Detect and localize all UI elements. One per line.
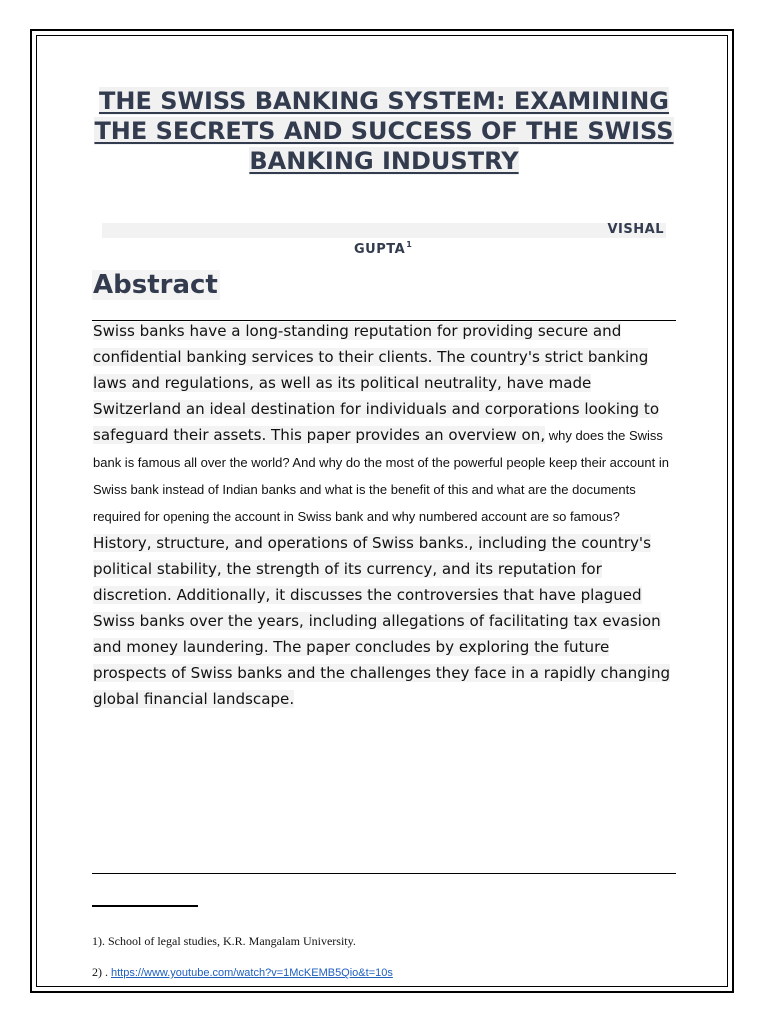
- abstract-body: [93, 318, 683, 712]
- paper-title-text: THE SWISS BANKING SYSTEM: EXAMINING THE SECRETS AND SUCCESS OF THE SWISS BANKING INDUSTRY: [94, 87, 674, 175]
- footer-divider: [92, 873, 676, 874]
- footnote-separator: [92, 905, 198, 907]
- author-last-name-text: GUPTA: [354, 242, 406, 257]
- author-last-name: [354, 240, 412, 257]
- author-footnote-mark: 1: [406, 240, 413, 249]
- footnote-2-link[interactable]: https://www.youtube.com/watch?v=1McKEMB5Qio&t=10s: [111, 967, 393, 979]
- abstract-heading: Abstract: [93, 270, 218, 300]
- footnote-2: [92, 965, 393, 980]
- abstract-text-part1: Swiss banks have a long-standing reputation for providing secure and confidential banking services to their clients. The country's strict banking laws and regulations, as well as its political neutrality, have made Switzerland an ideal destination for individuals and corporations looking to safeguard their assets. This paper provides an overview on,: [93, 322, 660, 444]
- footnote-2-prefix: 2) .: [92, 965, 111, 979]
- author-first-name: VISHAL: [607, 222, 664, 237]
- footnote-1: 1). School of legal studies, K.R. Mangalam University.: [92, 934, 356, 948]
- abstract-text-part3: History, structure, and operations of Swiss banks., including the country's political stability, the strength of its currency, and its reputation for discretion. Additionally, it discusses the controversies that have plagued Swiss banks over the years, including allegations of facilitating tax evasion and money laundering. The paper concludes by exploring the future prospects of Swiss banks and the challenges they face in a rapidly changing global financial landscape.: [93, 534, 671, 708]
- author-highlight-band: [102, 223, 666, 238]
- paper-title: [92, 86, 676, 176]
- abstract-text-part2: why does the Swiss bank is famous all over the world? And why do the most of the powerful people keep their account in Swiss bank instead of Indian banks and what is the benefit of this and what are the documents required for opening the account in Swiss bank and why numbered account are so famous?: [93, 428, 669, 524]
